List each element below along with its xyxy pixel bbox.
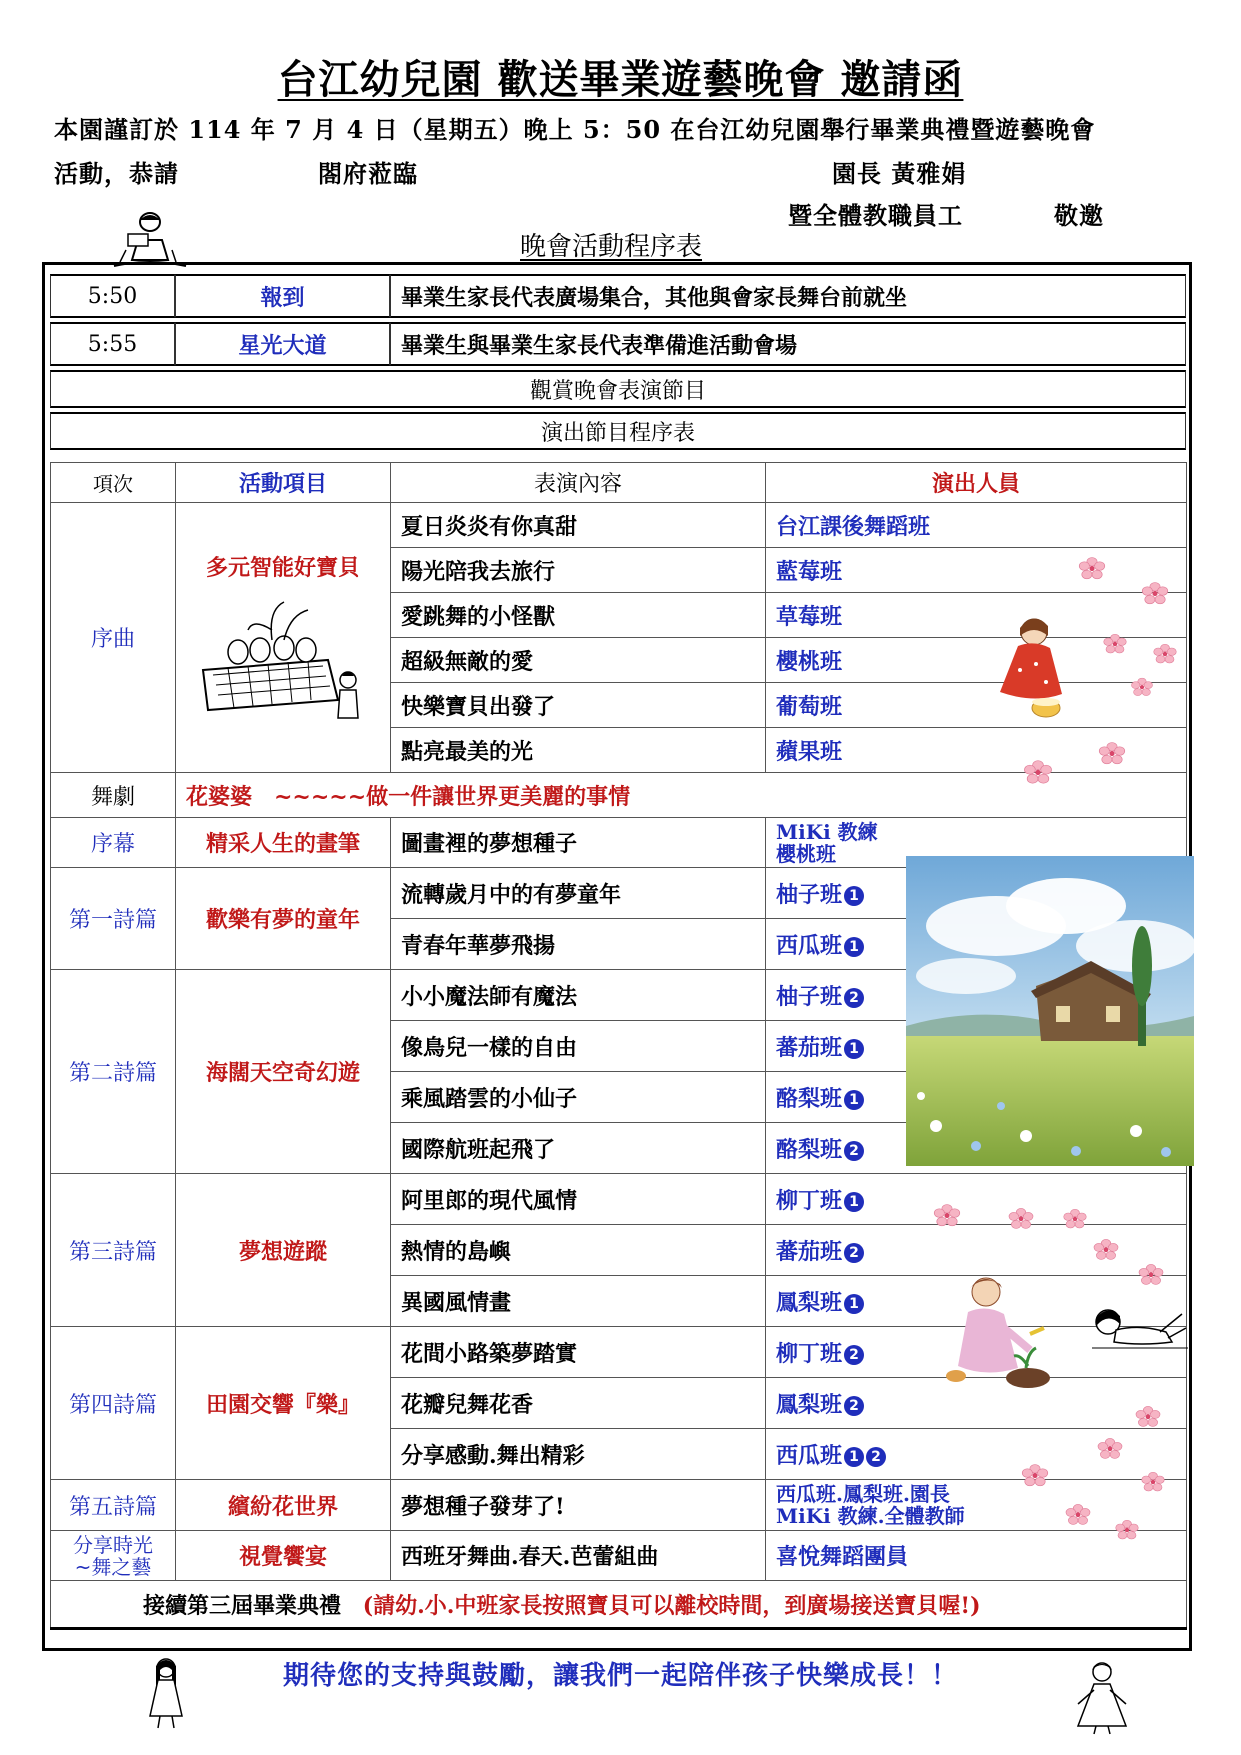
content-cell: 超級無敵的愛 xyxy=(391,638,766,683)
number-badge: 1 xyxy=(844,1447,864,1467)
cherry-blossom-icon xyxy=(1138,580,1172,606)
table-row xyxy=(51,1480,1187,1531)
content-cell: 快樂寶貝出發了 xyxy=(391,683,766,728)
number-badge: 2 xyxy=(844,1141,864,1161)
content-cell: 花間小路築夢踏實 xyxy=(391,1327,766,1378)
number-badge: 1 xyxy=(844,886,864,906)
col-header-index: 項次 xyxy=(51,463,176,503)
closing-row xyxy=(51,1581,1187,1629)
poem2-item: 海闊天空奇幻遊 xyxy=(176,970,391,1174)
section-header-row xyxy=(50,412,1186,450)
prologue-item: 精采人生的畫筆 xyxy=(176,818,391,868)
cherry-blossom-icon xyxy=(1135,1262,1167,1286)
invitation-title: 台江幼兒園 歡送畢業遊藝晚會 邀請函 xyxy=(277,57,964,103)
schedule-item: 報到 xyxy=(175,274,390,318)
cherry-blossom-icon xyxy=(1132,1404,1164,1428)
number-badge: 2 xyxy=(844,1345,864,1365)
performer-label: 柳丁班 xyxy=(776,1187,843,1214)
content-cell: 夢想種子發芽了! xyxy=(391,1480,766,1531)
table-header-row xyxy=(51,463,1187,503)
performer-label: 鳳梨班 xyxy=(776,1289,843,1316)
number-badge: 2 xyxy=(844,988,864,1008)
schedule-item: 星光大道 xyxy=(175,322,390,366)
staff-sign: 暨全體教職員工 xyxy=(788,201,963,230)
dance-drama-title: 花婆婆 ~~~~~做一件讓世界更美麗的事情 xyxy=(176,773,1187,818)
col-header-performer: 演出人員 xyxy=(766,463,1187,503)
cherry-blossom-icon xyxy=(1095,740,1129,766)
number-badge: 2 xyxy=(844,1243,864,1263)
schedule-time: 5:50 xyxy=(50,274,175,318)
performer-cell: 藍莓班 xyxy=(766,548,1187,593)
cherry-blossom-icon xyxy=(1018,1462,1052,1488)
performer-line: 櫻桃班 xyxy=(776,841,836,866)
cherry-blossom-icon xyxy=(1100,632,1130,655)
content-cell: 流轉歲月中的有夢童年 xyxy=(391,868,766,919)
number-badge: 1 xyxy=(844,937,864,957)
sharing-label-line: 分享時光 xyxy=(73,1532,153,1557)
cherry-blossom-icon xyxy=(1062,1502,1094,1526)
content-cell: 花瓣兒舞花香 xyxy=(391,1378,766,1429)
schedule-desc: 畢業生家長代表廣場集合，其他與會家長舞台前就坐 xyxy=(390,274,1186,318)
cherry-blossom-icon xyxy=(1060,1207,1090,1230)
performer-line: MiKi 教練.全體教師 xyxy=(776,1504,965,1528)
cherry-blossom-icon xyxy=(1112,1518,1142,1541)
schedule-row xyxy=(50,322,1186,366)
respectfully-invite: 敬邀 xyxy=(1054,201,1104,230)
content-cell: 陽光陪我去旅行 xyxy=(391,548,766,593)
woman-gardening-illustration xyxy=(940,1268,1052,1396)
performer-cell: 草莓班 xyxy=(766,593,1187,638)
content-cell: 阿里郎的現代風情 xyxy=(391,1174,766,1225)
cherry-blossom-icon xyxy=(1094,1436,1126,1460)
cherry-blossom-icon xyxy=(930,1202,964,1228)
performer-label: 酪梨班 xyxy=(776,1136,843,1163)
sharing-item: 視覺饗宴 xyxy=(176,1531,391,1581)
table-row xyxy=(51,503,1187,548)
cherry-blossom-icon xyxy=(1075,555,1109,581)
performer-cell: 喜悅舞蹈團員 xyxy=(766,1531,1187,1581)
performer-cell: 台江課後舞蹈班 xyxy=(766,503,1187,548)
cherry-blossom-icon xyxy=(1150,642,1180,665)
performer-label: 蕃茄班 xyxy=(776,1238,843,1265)
performer-label: 蕃茄班 xyxy=(776,1034,843,1061)
performer-line: 西瓜班.鳳梨班.園長 xyxy=(776,1482,950,1506)
section-header-program: 演出節目程序表 xyxy=(50,412,1186,450)
cherry-blossom-icon xyxy=(1090,1237,1122,1261)
content-cell: 點亮最美的光 xyxy=(391,728,766,773)
content-cell: 國際航班起飛了 xyxy=(391,1123,766,1174)
content-cell: 愛跳舞的小怪獸 xyxy=(391,593,766,638)
performer-label: 鳳梨班 xyxy=(776,1391,843,1418)
closing-main: 接續第三屆畢業典禮 xyxy=(143,1592,342,1619)
poem3-item: 夢想遊蹤 xyxy=(176,1174,391,1327)
schedule-heading: 晚會活動程序表 xyxy=(520,232,703,262)
intro-line-2a: 活動，恭請 xyxy=(54,159,179,188)
number-badge: 2 xyxy=(866,1447,886,1467)
sharing-label-line: ~舞之藝 xyxy=(74,1554,152,1579)
content-cell: 圖畫裡的夢想種子 xyxy=(391,818,766,868)
girl-watering-flowers-illustration xyxy=(990,610,1070,720)
cherry-blossom-icon xyxy=(1128,676,1156,697)
content-cell: 青春年華夢飛揚 xyxy=(391,919,766,970)
section-label-sharing xyxy=(51,1531,176,1581)
house-plant-illustration xyxy=(198,600,368,730)
overture-item xyxy=(176,503,391,773)
performer-label: 西瓜班 xyxy=(776,932,843,959)
content-cell: 夏日炎炎有你真甜 xyxy=(391,503,766,548)
content-cell: 熱情的島嶼 xyxy=(391,1225,766,1276)
cherry-blossom-icon xyxy=(1005,1206,1037,1230)
number-badge: 1 xyxy=(844,1192,864,1212)
section-header-row xyxy=(50,370,1186,408)
schedule-row xyxy=(50,274,1186,318)
schedule-time: 5:55 xyxy=(50,322,175,366)
intro-line-1: 本園謹訂於 114 年 7 月 4 日（星期五）晚上 5：50 在台江幼兒園舉行畢業典禮暨遊藝晚會 xyxy=(54,115,1096,144)
child-lying-illustration xyxy=(1090,1300,1190,1360)
section-label-poem4: 第四詩篇 xyxy=(51,1327,176,1480)
number-badge: 1 xyxy=(844,1294,864,1314)
schedule-desc: 畢業生與畢業生家長代表準備進活動會場 xyxy=(390,322,1186,366)
section-label-poem2: 第二詩篇 xyxy=(51,970,176,1174)
performer-cell: 櫻桃班 xyxy=(766,638,1187,683)
table-row xyxy=(51,773,1187,818)
number-badge: 2 xyxy=(844,1396,864,1416)
cherry-blossom-icon xyxy=(1020,758,1056,785)
number-badge: 1 xyxy=(844,1039,864,1059)
content-cell: 分享感動.舞出精彩 xyxy=(391,1429,766,1480)
section-header-performances: 觀賞晚會表演節目 xyxy=(50,370,1186,408)
cherry-blossom-icon xyxy=(1138,1470,1168,1493)
section-label-poem5: 第五詩篇 xyxy=(51,1480,176,1531)
content-cell: 小小魔法師有魔法 xyxy=(391,970,766,1021)
poem5-item: 繽紛花世界 xyxy=(176,1480,391,1531)
footer-message: 期待您的支持與鼓勵，讓我們一起陪伴孩子快樂成長！！ xyxy=(282,1661,958,1691)
number-badge: 1 xyxy=(844,1090,864,1110)
performer-line: MiKi 教練 xyxy=(776,819,878,844)
performer-cell: 葡萄班 xyxy=(766,683,1187,728)
section-label-overture: 序曲 xyxy=(51,503,176,773)
content-cell: 像鳥兒一樣的自由 xyxy=(391,1021,766,1072)
performer-label: 柳丁班 xyxy=(776,1340,843,1367)
schedule-table xyxy=(50,270,1186,454)
section-label-dance-drama: 舞劇 xyxy=(51,773,176,818)
col-header-content: 表演內容 xyxy=(391,463,766,503)
poem4-item: 田園交響『樂』 xyxy=(176,1327,391,1480)
content-cell: 西班牙舞曲.春天.芭蕾組曲 xyxy=(391,1531,766,1581)
performer-label: 酪梨班 xyxy=(776,1085,843,1112)
performer-label: 柚子班 xyxy=(776,881,843,908)
countryside-landscape-picture xyxy=(906,856,1194,1166)
section-label-poem3: 第三詩篇 xyxy=(51,1174,176,1327)
overture-item-label: 多元智能好寶貝 xyxy=(205,555,360,581)
table-row xyxy=(51,1531,1187,1581)
col-header-activity: 活動項目 xyxy=(176,463,391,503)
intro-line-2b: 閤府蒞臨 xyxy=(318,159,418,188)
content-cell: 乘風踏雲的小仙子 xyxy=(391,1072,766,1123)
content-cell: 異國風情畫 xyxy=(391,1276,766,1327)
section-label-prologue: 序幕 xyxy=(51,818,176,868)
section-label-poem1: 第一詩篇 xyxy=(51,868,176,970)
performer-label: 柚子班 xyxy=(776,983,843,1010)
performer-cell xyxy=(766,1174,1187,1225)
poem1-item: 歡樂有夢的童年 xyxy=(176,868,391,970)
closing-cell xyxy=(51,1581,1187,1629)
principal-name: 園長 黃雅娟 xyxy=(832,159,967,188)
performer-label: 西瓜班 xyxy=(776,1442,843,1469)
performer-cell: 蘋果班 xyxy=(766,728,1187,773)
closing-note: (請幼.小.中班家長按照寶貝可以離校時間，到廣場接送寶貝喔!) xyxy=(362,1592,981,1619)
